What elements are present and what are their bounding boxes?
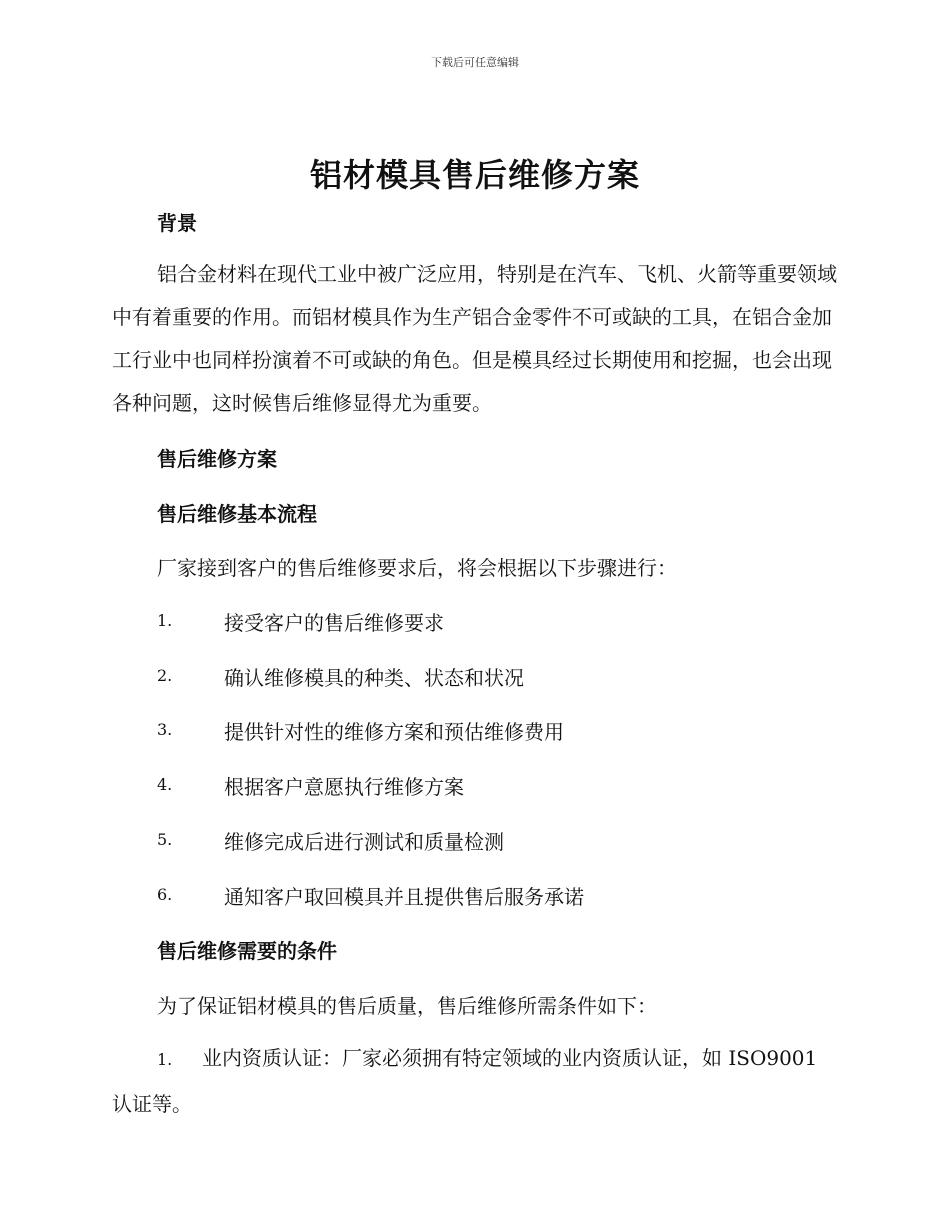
heading-basic-flow: 售后维修基本流程 <box>157 502 317 526</box>
list-number: 3. <box>157 720 173 739</box>
list-number: 1. <box>157 1050 173 1069</box>
heading-background: 背景 <box>157 211 197 235</box>
list-text: 维修完成后进行测试和质量检测 <box>224 830 504 854</box>
document-title: 铝材模具售后维修方案 <box>309 156 640 194</box>
list-text: 确认维修模具的种类、状态和状况 <box>224 666 524 690</box>
list-item <box>112 1036 842 1126</box>
flow-intro: 厂家接到客户的售后维修要求后，将会根据以下步骤进行： <box>157 556 677 580</box>
list-text: 通知客户取回模具并且提供售后服务承诺 <box>224 885 584 909</box>
heading-conditions: 售后维修需要的条件 <box>157 939 337 963</box>
list-text: 接受客户的售后维修要求 <box>224 611 444 635</box>
list-number: 2. <box>157 666 173 685</box>
list-text: 根据客户意愿执行维修方案 <box>224 775 464 799</box>
page-header: 下载后可任意编辑 <box>431 56 519 69</box>
conditions-intro: 为了保证铝材模具的售后质量，售后维修所需条件如下： <box>157 994 657 1018</box>
list-text: 提供针对性的维修方案和预估维修费用 <box>224 720 564 744</box>
list-number: 6. <box>157 885 173 904</box>
list-number: 5. <box>157 830 173 849</box>
list-text: 业内资质认证：厂家必须拥有特定领域的业内资质认证，如 ISO9001 认证等。 <box>112 1046 818 1116</box>
paragraph-background <box>112 253 842 425</box>
list-number: 1. <box>157 611 173 630</box>
paragraph-background-text: 铝合金材料在现代工业中被广泛应用，特别是在汽车、飞机、火箭等重要领域中有着重要的作用。而铝材模具作为生产铝合金零件不可或缺的工具，在铝合金加工行业中也同样扮演着不可或缺的角色。但是模具经过长期使用和挖掘，也会出现各种问题，这时候售后维修显得尤为重要。 <box>112 262 837 415</box>
heading-plan: 售后维修方案 <box>157 447 277 471</box>
list-number: 4. <box>157 775 173 794</box>
